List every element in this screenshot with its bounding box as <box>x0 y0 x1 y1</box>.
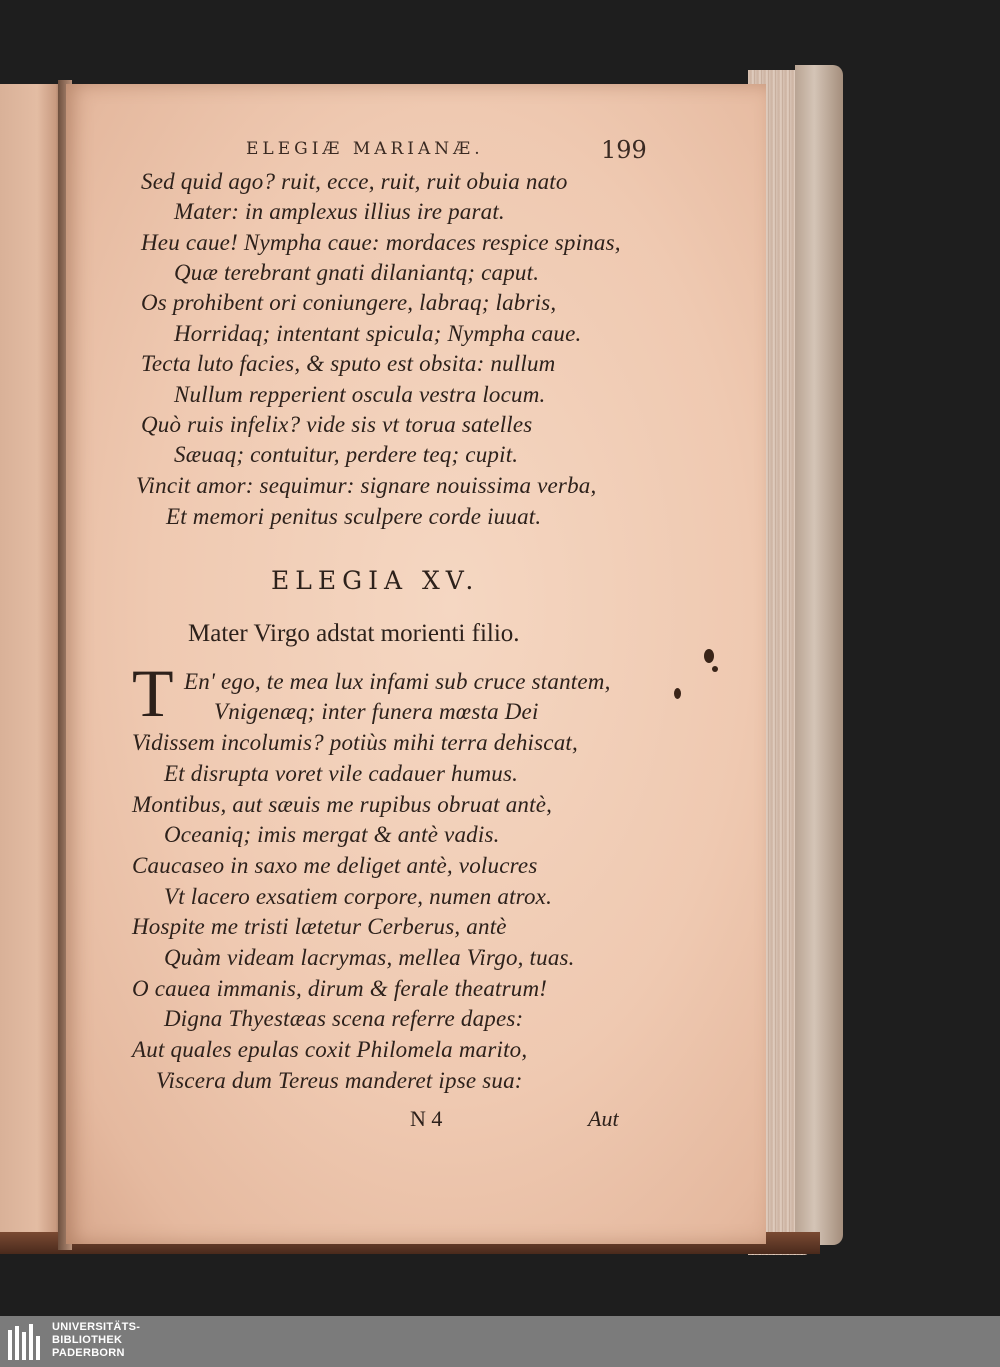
verse-line: Tecta luto facies, & sputo est obsita: nullum <box>141 351 556 376</box>
verse-line: Et disrupta voret vile cadauer humus. <box>164 761 519 786</box>
verse-line: Vidissem incolumis? potiùs mihi terra dehiscat, <box>132 730 578 755</box>
verse-line: Sed quid ago? ruit, ecce, ruit, ruit obuia nato <box>141 169 568 194</box>
verse-line: En' ego, te mea lux infami sub cruce stantem, <box>184 669 611 694</box>
page-number: 199 <box>601 136 647 164</box>
running-head: ELEGIÆ MARIANÆ. <box>246 139 484 159</box>
verse-line: Quàm videam lacrymas, mellea Virgo, tuas. <box>164 945 575 970</box>
library-name <box>52 1321 140 1360</box>
library-footer <box>0 1316 1000 1367</box>
verse-line: Aut quales epulas coxit Philomela marito, <box>132 1037 528 1062</box>
signature-mark: N 4 <box>410 1106 443 1131</box>
verse-line: Digna Thyestæas scena referre dapes: <box>164 1006 524 1031</box>
verse-line: Sæuaq; contuitur, perdere teq; cupit. <box>174 442 519 467</box>
verse-line: Vincit amor: sequimur: signare nouissima verba, <box>136 473 597 498</box>
verse-line: Nullum repperient oscula vestra locum. <box>174 382 546 407</box>
elegy-title: ELEGIA XV. <box>271 566 480 595</box>
ink-stain <box>674 688 681 699</box>
verse-line: Quò ruis infelix? vide sis vt torua satelles <box>141 412 533 437</box>
elegy-subtitle: Mater Virgo adstat morienti filio. <box>188 620 520 647</box>
ink-stain <box>704 649 714 663</box>
verse-line: Mater: in amplexus illius ire parat. <box>174 199 505 224</box>
verse-line: Hospite me tristi lætetur Cerberus, antè <box>132 914 507 939</box>
library-name-line: UNIVERSITÄTS- <box>52 1321 141 1333</box>
verse-line: Oceaniq; imis mergat & antè vadis. <box>164 822 500 847</box>
verse-line: Et memori penitus sculpere corde iuuat. <box>166 504 542 529</box>
verse-line: Vt lacero exsatiem corpore, numen atrox. <box>164 884 553 909</box>
verse-line: Montibus, aut sæuis me rupibus obruat antè, <box>132 792 553 817</box>
book-page <box>66 84 766 1244</box>
library-logo-icon <box>6 1322 46 1362</box>
verse-line: Caucaseo in saxo me deliget antè, volucres <box>132 853 538 878</box>
verse-line: Os prohibent ori coniungere, labraq; labris, <box>141 290 557 315</box>
catchword: Aut <box>588 1106 619 1131</box>
library-name-line: BIBLIOTHEK <box>52 1334 123 1346</box>
verse-line: Viscera dum Tereus manderet ipse sua: <box>156 1068 523 1093</box>
verse-line: Vnigenæq; inter funera mœsta Dei <box>214 699 539 724</box>
left-page-edge <box>0 84 62 1244</box>
ink-stain <box>712 666 718 672</box>
verse-line: Horridaq; intentant spicula; Nympha caue. <box>174 321 582 346</box>
cover-edge <box>795 65 843 1245</box>
verse-line: O cauea immanis, dirum & ferale theatrum! <box>132 976 548 1001</box>
drop-cap: T <box>132 655 174 731</box>
verse-line: Quæ terebrant gnati dilaniantq; caput. <box>174 260 540 285</box>
verse-line: Heu caue! Nympha caue: mordaces respice spinas, <box>141 230 621 255</box>
library-name-line: PADERBORN <box>52 1347 125 1359</box>
